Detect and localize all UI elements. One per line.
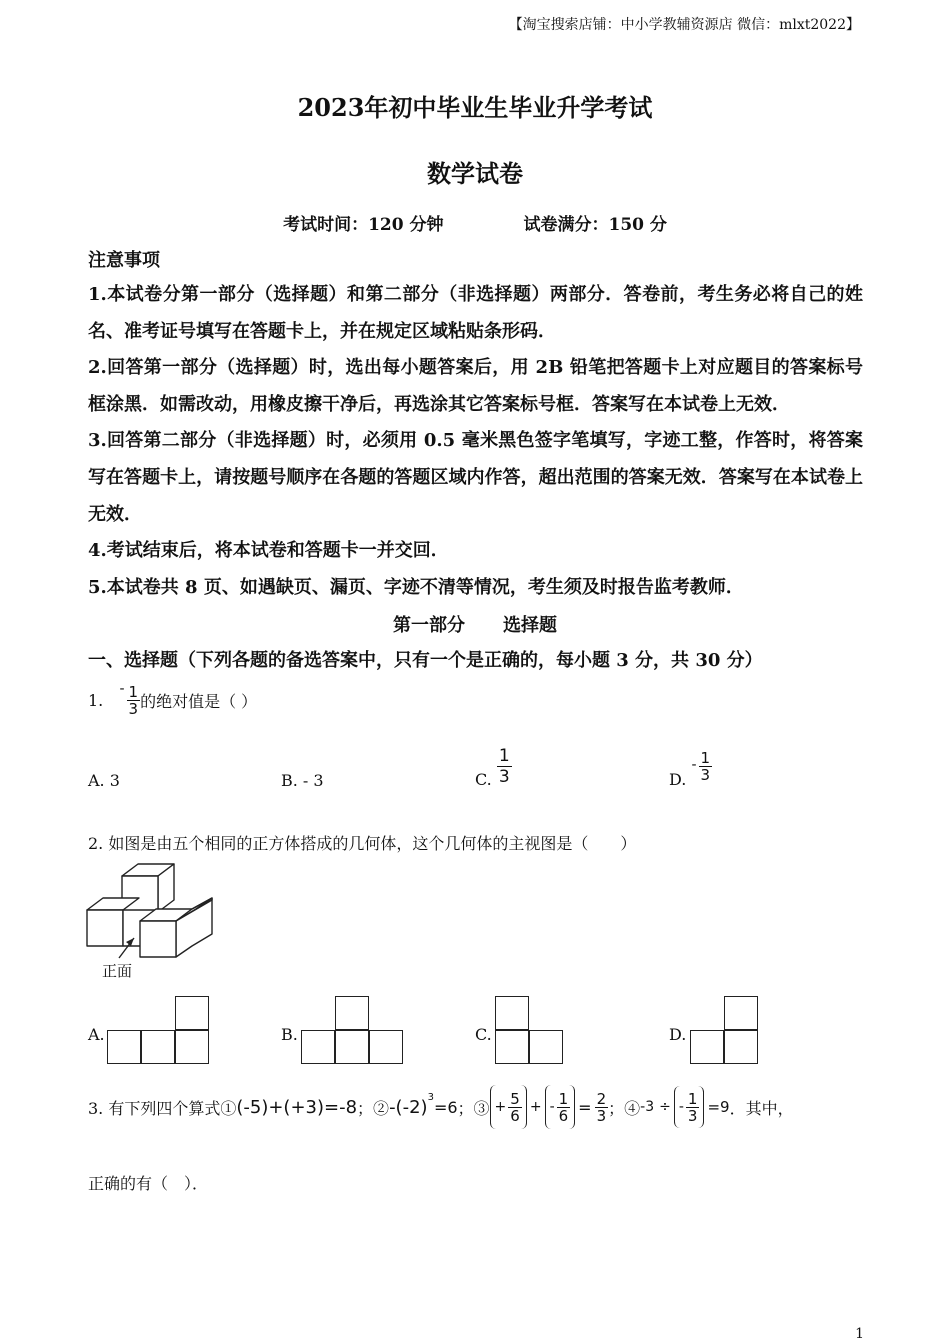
q1-d-fraction xyxy=(699,750,713,783)
q2-option-c-label[interactable]: C. xyxy=(475,1025,492,1044)
q3-expr-3: + $\frac{5}{6}$ + - $\frac{1}{6}$ = $\frac{2}{3}$ xyxy=(490,1085,609,1129)
q2-option-c-figure[interactable] xyxy=(495,996,565,1064)
q2-stem: 2. 如图是由五个相同的正方体搭成的几何体，这个几何体的主视图是（ ） xyxy=(88,834,637,853)
q3-stem-start: 3. 有下列四个算式① xyxy=(88,1098,237,1118)
header-note: 【淘宝搜索店铺：中小学教辅资源店 微信：mlxt2022】 xyxy=(508,17,860,33)
notice-item: 3.回答第二部分（非选择题）时，必须用 0.5 毫米黑色签字笔填写，字迹工整，作答时，将答案写在答题卡上，请按题号顺序在各题的答题区域内作答，超出范围的答案无效．答案写在本试卷上无效． xyxy=(88,430,863,525)
q1-option-c[interactable] xyxy=(475,746,512,789)
q3-expr-4: -3 ÷ - $\frac{1}{3}$ =9 xyxy=(640,1086,729,1128)
q1-option-a[interactable]: A. 3 xyxy=(88,771,120,790)
q1-number: 1. xyxy=(88,691,104,710)
exam-title: 2023年初中毕业生毕业升学考试 xyxy=(297,93,653,122)
q1-d-den: 3 xyxy=(700,766,711,784)
q3-expr-2a: -(-2) xyxy=(389,1096,428,1118)
part-heading xyxy=(0,611,950,637)
q1-c-fraction xyxy=(497,746,512,787)
q1-option-d[interactable] xyxy=(669,750,712,789)
q2-option-d-figure[interactable] xyxy=(690,996,760,1064)
exam-time: 考试时间：120 分钟 xyxy=(283,215,444,235)
q1-c-num: 1 xyxy=(498,746,510,766)
notice-item: 2.回答第一部分（选择题）时，选出每小题答案后，用 2B 铅笔把答题卡上对应题目的答案标号框涂黑．如需改动，用橡皮擦干净后，再选涂其它答案标号框．答案写在本试卷上无效． xyxy=(88,357,863,415)
q1-option-b[interactable]: B. - 3 xyxy=(281,771,324,790)
question-3 xyxy=(88,1082,863,1132)
q3-expr-1: (-5)+(+3)=-8 xyxy=(236,1096,358,1118)
q3-stem-end: ．其中， xyxy=(729,1098,794,1118)
right-cube-side-face xyxy=(176,898,212,957)
notice-item: 1.本试卷分第一部分（选择题）和第二部分（非选择题）两部分．答卷前，考生务必将自己的姓名、准考证号填写在答题卡上，并在规定区域粘贴条形码． xyxy=(88,284,863,342)
q1-c-label: C. xyxy=(475,770,492,789)
q2-option-d-label[interactable]: D. xyxy=(669,1025,687,1044)
q1-d-num: 1 xyxy=(700,749,711,767)
q2-option-b-figure[interactable] xyxy=(301,996,405,1064)
q1-fraction xyxy=(127,684,141,717)
q3-stem-line-2: 正确的有（ ）． xyxy=(88,1174,209,1193)
q3-sep-1: ；② xyxy=(357,1098,390,1118)
right-cube-front-face xyxy=(140,921,176,957)
question-1 xyxy=(88,680,258,718)
q1-d-label: D. xyxy=(669,770,687,789)
q1-den: 3 xyxy=(128,700,139,718)
q2-option-b-label[interactable]: B. xyxy=(281,1025,298,1044)
q2-option-a-figure[interactable] xyxy=(107,996,211,1064)
q3-sep-3: ；④ xyxy=(608,1098,641,1118)
left-cube-front-face xyxy=(87,910,123,946)
part-name: 选择题 xyxy=(503,615,557,636)
notice-title: 注意事项 xyxy=(88,250,160,271)
q1-sign: - xyxy=(119,680,125,697)
q1-stem: 的绝对值是（ ） xyxy=(140,692,258,711)
exam-info xyxy=(0,210,950,235)
q3-sep-2: ；③ xyxy=(457,1098,490,1118)
notice-item: 5.本试卷共 8 页、如遇缺页、漏页、字迹不清等情况，考生须及时报告监考教师． xyxy=(88,577,744,598)
q1-d-sign: - xyxy=(691,756,697,773)
page-number: 1 xyxy=(855,1326,864,1342)
part-title: 第一部分 xyxy=(393,615,465,636)
section-heading: 一、选择题（下列各题的备选答案中，只有一个是正确的，每小题 3 分，共 30 分） xyxy=(88,650,763,671)
q3-expr-2-exp: 3 xyxy=(427,1092,434,1103)
full-score: 试卷满分：150 分 xyxy=(523,215,667,235)
q3-expr-2b: =6 xyxy=(433,1097,458,1117)
q1-num: 1 xyxy=(128,683,139,701)
q2-option-a-label[interactable]: A. xyxy=(88,1025,105,1044)
front-label: 正面 xyxy=(102,962,133,980)
exam-subtitle: 数学试卷 xyxy=(427,159,523,188)
notice-item: 4.考试结束后，将本试卷和答题卡一并交回． xyxy=(88,540,449,561)
q1-c-den: 3 xyxy=(498,767,510,787)
